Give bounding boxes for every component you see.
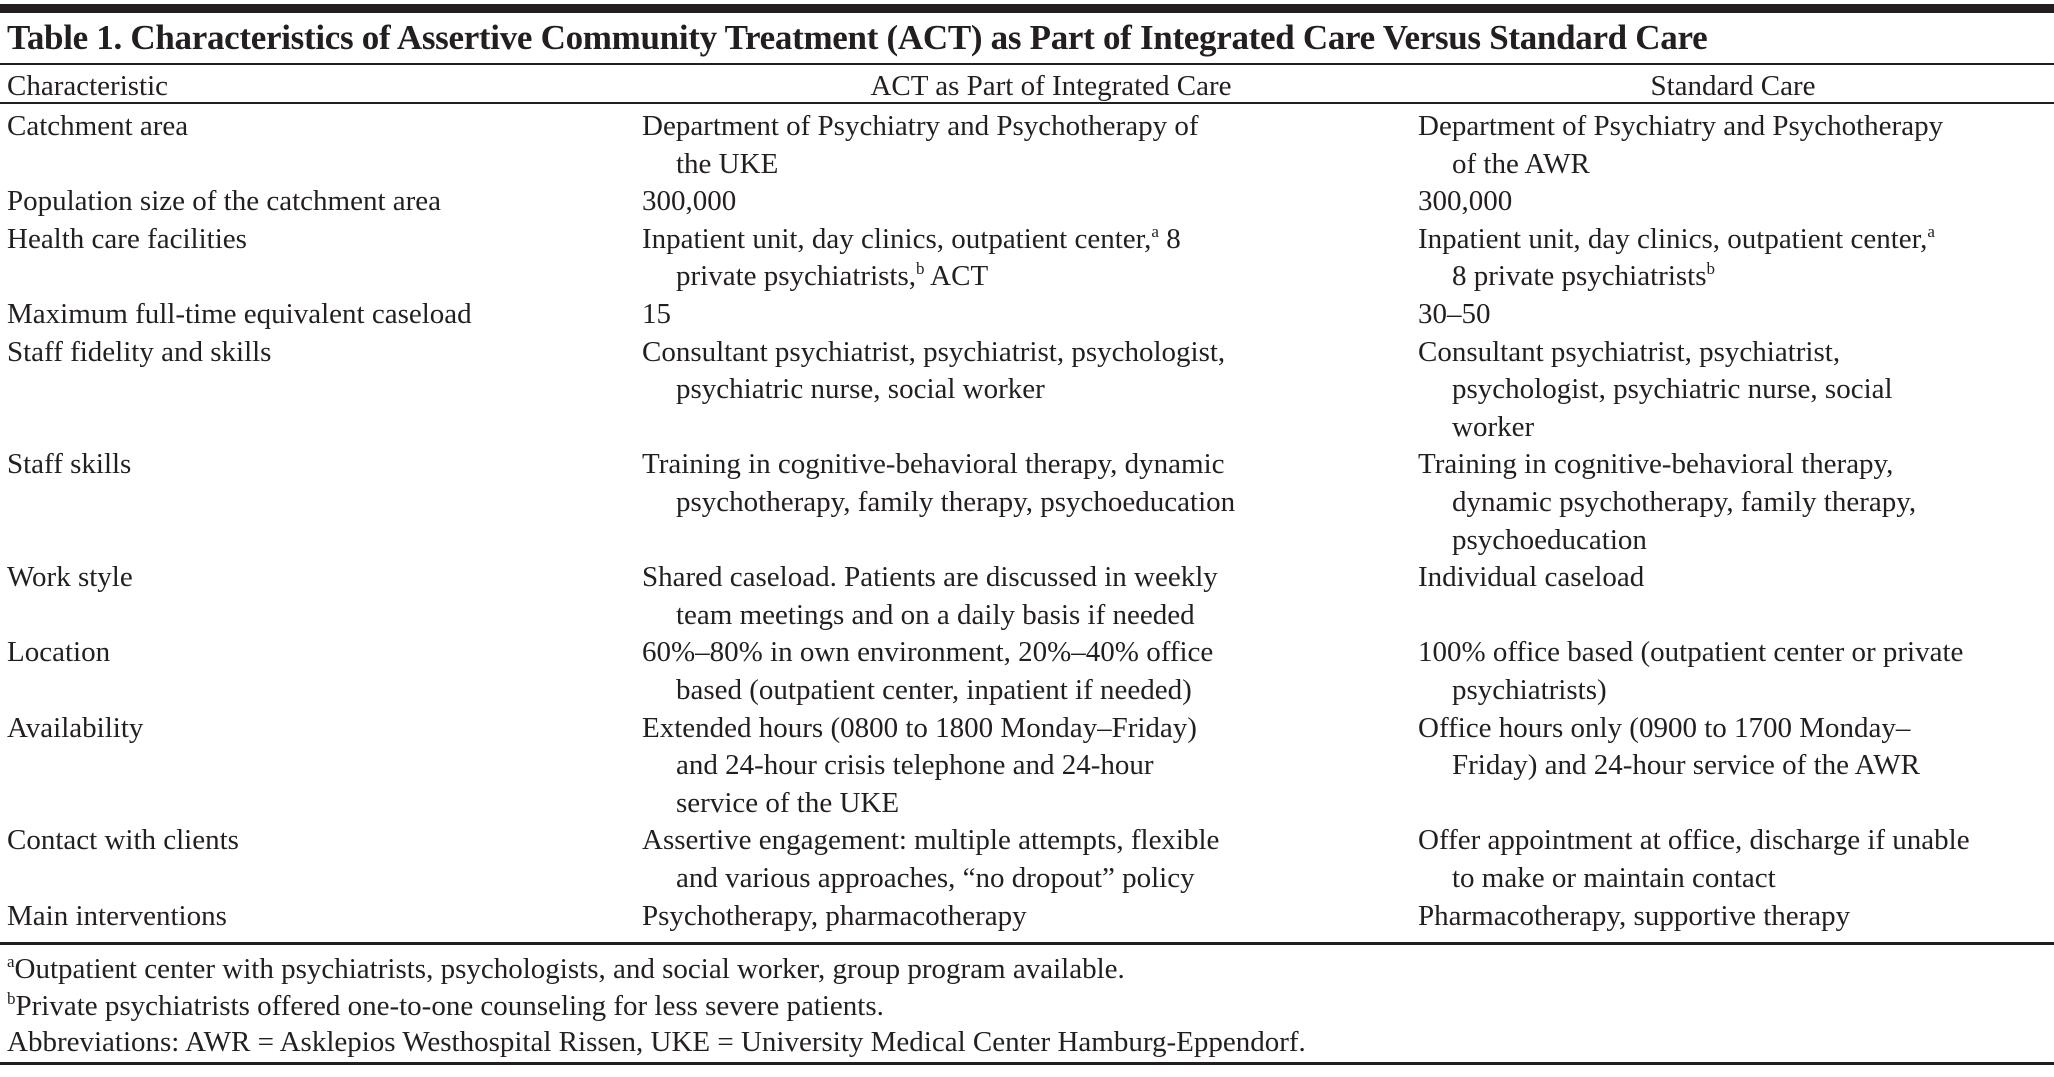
cell-act [642,898,1027,936]
cell-line [642,634,1213,672]
header-act: ACT as Part of Integrated Care [870,70,1232,102]
cell-text: Consultant psychiatrist, psychiatrist, [1418,335,1841,368]
cell-act [642,334,1225,409]
cell-line [1418,446,1916,484]
cell-line [642,710,1197,748]
cell-line [1418,898,1850,936]
cell-text: Extended hours (0800 to 1800 Monday–Friday) [642,711,1197,744]
cell-line [642,334,1225,372]
cell-characteristic [7,296,472,334]
footnote-marker: a [1151,221,1159,241]
cell-act [642,108,1199,183]
cell-text: to make or maintain contact [1452,861,1776,894]
cell-line [1418,860,1970,898]
cell-text: and various approaches, “no dropout” policy [676,861,1195,894]
cell-text: 8 private psychiatrists [1452,260,1707,293]
cell-text: 8 [1158,222,1181,255]
table-row [0,898,2054,936]
footnote-marker: b [916,259,925,279]
cell-text: Consultant psychiatrist, psychiatrist, psychologist, [642,335,1226,368]
cell-act [642,634,1213,709]
cell-characteristic [7,898,227,936]
cell-characteristic [7,183,441,221]
cell-line [642,296,671,334]
cell-line [642,258,1181,296]
cell-line [1418,334,1893,372]
cell-line [642,860,1219,898]
cell-standard-care [1418,634,1963,709]
cell-line [1418,634,1963,672]
cell-standard-care [1418,710,1920,785]
cell-standard-care [1418,822,1970,897]
cell-act [642,710,1197,823]
header-rule [0,102,2054,104]
cell-text: psychoeducation [1452,523,1647,556]
cell-text: of the AWR [1452,147,1590,180]
cell-text: 60%–80% in own environment, 20%–40% office [642,636,1214,669]
cell-line: Contact with clients [7,824,239,857]
cell-standard-care [1418,334,1893,447]
cell-line: Staff skills [7,448,132,481]
bottom-rule [0,1062,2054,1065]
cell-text: Assertive engagement: multiple attempts, flexible [642,824,1220,857]
cell-line [1418,296,1491,334]
cell-text: psychiatrists) [1452,673,1607,706]
table-row [0,634,2054,709]
cell-line: Population size of the catchment area [7,185,442,218]
cell-line [1418,409,1893,447]
cell-text: psychiatric nurse, social worker [676,373,1045,406]
cell-text: Shared caseload. Patients are discussed in weekly [642,561,1218,594]
cell-text: 300,000 [642,185,737,218]
cell-text: psychotherapy, family therapy, psychoeducation [676,485,1236,518]
cell-text: Psychotherapy, pharmacotherapy [642,899,1027,932]
cell-line [1418,522,1916,560]
cell-text: Friday) and 24-hour service of the AWR [1452,749,1920,782]
cell-text: team meetings and on a daily basis if needed [676,598,1195,631]
table-body [0,108,2054,935]
footnote-text: Abbreviations: AWR = Asklepios Westhospital Rissen, UKE = University Medical Center Hamburg-Eppendorf. [7,1026,1306,1058]
cell-text: based (outpatient center, inpatient if needed) [676,673,1192,706]
cell-text: Training in cognitive-behavioral therapy, [1418,448,1894,481]
cell-line [642,597,1218,635]
cell-text: 100% office based (outpatient center or private [1418,636,1964,669]
cell-line [642,559,1218,597]
table-row [0,710,2054,823]
cell-line: Staff fidelity and skills [7,335,272,368]
cell-standard-care [1418,221,1935,296]
cell-line [1418,559,1644,597]
footnote [7,953,1125,986]
table-row [0,446,2054,559]
cell-characteristic [7,822,239,860]
footnote-marker: b [7,988,16,1008]
cell-act [642,221,1181,296]
header-characteristic: Characteristic [7,70,169,102]
cell-text: Individual caseload [1418,561,1645,594]
cell-line [1418,484,1916,522]
cell-line [1418,146,1943,184]
cell-line [1418,672,1963,710]
cell-line [642,371,1225,409]
cell-characteristic [7,710,143,748]
cell-text: 300,000 [1418,185,1513,218]
cell-text: Department of Psychiatry and Psychotherapy of [642,110,1199,142]
cell-line: Health care facilities [7,222,247,255]
cell-text: ACT [924,260,989,293]
table-row [0,296,2054,334]
cell-text: 30–50 [1418,297,1491,330]
cell-line [1418,221,1935,259]
cell-act [642,822,1219,897]
cell-act [642,559,1218,634]
cell-text: psychologist, psychiatric nurse, social [1452,373,1893,406]
cell-line [642,672,1213,710]
footnote [7,1026,1306,1059]
footnote-text: Private psychiatrists offered one-to-one counseling for less severe patients. [15,989,884,1022]
cell-line [642,446,1235,484]
cell-line [1418,108,1943,146]
table-row [0,108,2054,183]
cell-line [1418,747,1920,785]
cell-characteristic [7,446,131,484]
cell-text: Office hours only (0900 to 1700 Monday– [1418,711,1911,744]
cell-line [642,108,1199,146]
cell-text: Inpatient unit, day clinics, outpatient center, [642,222,1152,255]
cell-text: 15 [642,297,671,330]
cell-line [642,484,1235,522]
cell-text: Department of Psychiatry and Psychotherapy [1418,110,1944,142]
cell-characteristic [7,634,110,672]
table-row [0,183,2054,221]
cell-line [1418,710,1920,748]
cell-standard-care [1418,108,1943,183]
table-title: Table 1. Characteristics of Assertive Community Treatment (ACT) as Part of Integrated Care Versus Standard Care [7,18,1708,57]
cell-standard-care [1418,296,1491,334]
header-standard-care: Standard Care [1650,70,1816,102]
cell-line: Location [7,636,111,669]
body-bottom-rule [0,942,2054,945]
cell-characteristic [7,334,271,372]
footnote [7,990,884,1023]
cell-line [642,183,736,221]
cell-line: Work style [7,561,133,594]
cell-act [642,183,736,221]
cell-standard-care [1418,898,1850,936]
footnote-marker: b [1706,259,1716,279]
cell-text: service of the UKE [676,786,900,819]
cell-standard-care [1418,183,1512,221]
cell-line: Maximum full-time equivalent caseload [7,297,472,330]
cell-act [642,446,1235,521]
title-rule [0,63,2054,65]
cell-text: dynamic psychotherapy, family therapy, [1452,485,1917,518]
cell-standard-care [1418,559,1644,597]
cell-text: Inpatient unit, day clinics, outpatient center, [1418,222,1928,255]
cell-act [642,296,671,334]
cell-text: the UKE [676,147,779,180]
cell-text: private psychiatrists, [676,260,917,293]
table-row [0,822,2054,897]
cell-characteristic [7,221,247,259]
cell-line [1418,822,1970,860]
cell-line [642,747,1197,785]
cell-line: Availability [7,711,144,744]
top-rule [0,4,2054,13]
cell-characteristic [7,108,188,146]
cell-line [642,822,1219,860]
table-row [0,334,2054,447]
cell-text: and 24-hour crisis telephone and 24-hour [676,749,1154,782]
cell-line [642,146,1199,184]
cell-text: worker [1452,410,1535,443]
footnote-text: Outpatient center with psychiatrists, psychologists, and social worker, group program available. [14,953,1125,985]
cell-line [642,785,1197,823]
cell-text: Training in cognitive-behavioral therapy, dynamic [642,448,1225,481]
cell-line: Catchment area [7,110,189,142]
cell-line: Main interventions [7,899,227,932]
table-row [0,221,2054,296]
cell-line [1418,371,1893,409]
footnote-marker: a [7,952,15,971]
cell-characteristic [7,559,133,597]
cell-text: Offer appointment at office, discharge if unable [1418,824,1970,857]
cell-line [1418,183,1512,221]
cell-line [642,898,1027,936]
cell-text: Pharmacotherapy, supportive therapy [1418,899,1851,932]
cell-line [642,221,1181,259]
table-row [0,559,2054,634]
cell-line [1418,258,1935,296]
footnote-marker: a [1927,221,1935,241]
cell-standard-care [1418,446,1916,559]
